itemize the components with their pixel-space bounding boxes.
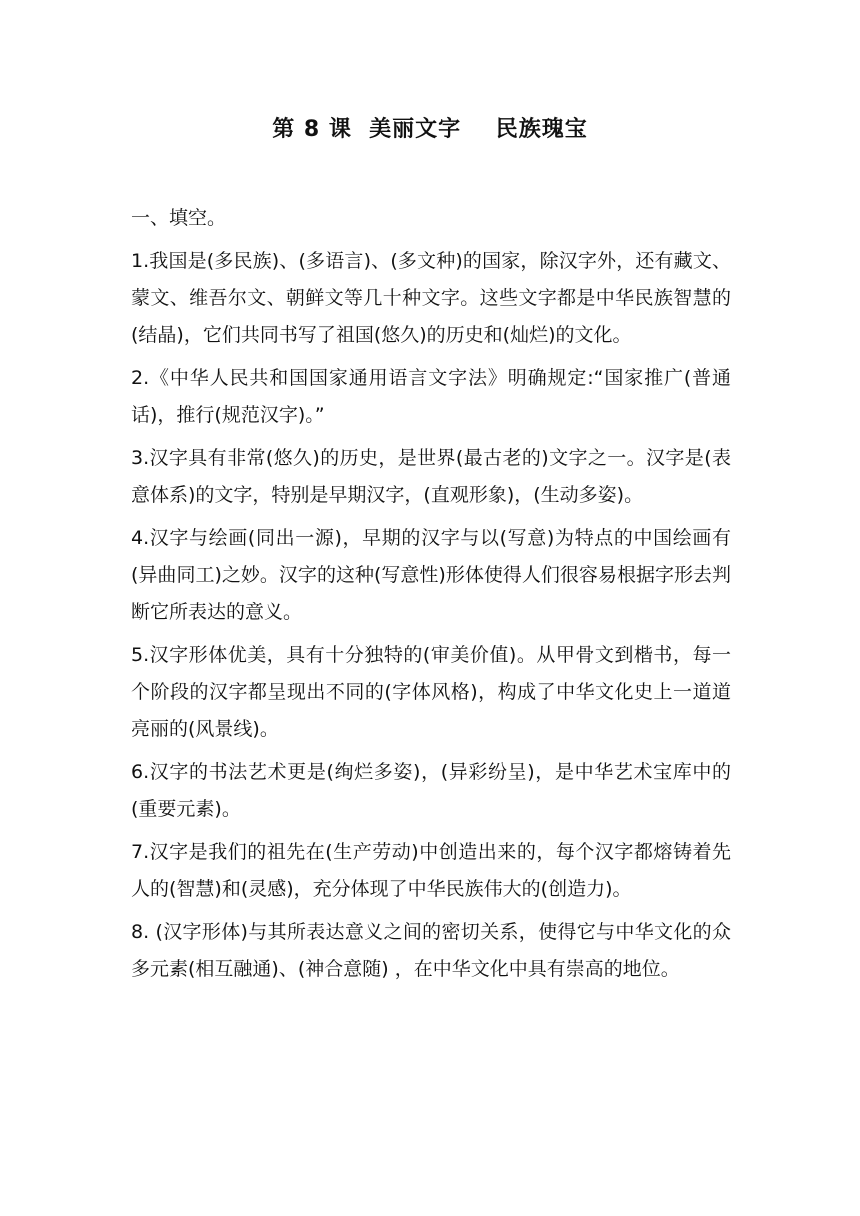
section-heading: 一、填空。 <box>131 207 227 229</box>
question-item-7: 7.汉字是我们的祖先在(生产劳动)中创造出来的，每个汉字都熔铸着先人的(智慧)和(灵感)，充分体现了中华民族伟大的(创造力)。 <box>131 841 731 900</box>
question-item-6: 6.汉字的书法艺术更是(绚烂多姿)，(异彩纷呈)，是中华艺术宝库中的(重要元素)。 <box>131 761 731 820</box>
document-body <box>131 200 731 994</box>
question-item-8: 8. (汉字形体)与其所表达意义之间的密切关系，使得它与中华文化的众多元素(相互融通)、(神合意随) ，在中华文化中具有崇高的地位。 <box>131 921 731 980</box>
question-item-1: 1.我国是(多民族)、(多语言)、(多文种)的国家，除汉字外，还有藏文、蒙文、维吾尔文、朝鲜文等几十种文字。这些文字都是中华民族智慧的(结晶)，它们共同书写了祖国(悠久)的历史和(灿烂)的文化。 <box>131 250 731 346</box>
document-title: 第 8 课 美丽文字 民族瑰宝 <box>272 117 588 142</box>
question-item-4: 4.汉字与绘画(同出一源)，早期的汉字与以(写意)为特点的中国绘画有(异曲同工)之妙。汉字的这种(写意性)形体使得人们很容易根据字形去判断它所表达的意义。 <box>131 527 731 623</box>
question-item-5: 5.汉字形体优美，具有十分独特的(审美价值)。从甲骨文到楷书，每一个阶段的汉字都呈现出不同的(字体风格)，构成了中华文化史上一道道亮丽的(风景线)。 <box>131 644 731 740</box>
question-item-3: 3.汉字具有非常(悠久)的历史，是世界(最古老的)文字之一。汉字是(表意体系)的文字，特别是早期汉字，(直观形象)，(生动多姿)。 <box>131 447 731 506</box>
question-item-2: 2.《中华人民共和国国家通用语言文字法》明确规定:“国家推广(普通话)，推行(规范汉字)。” <box>131 367 731 426</box>
